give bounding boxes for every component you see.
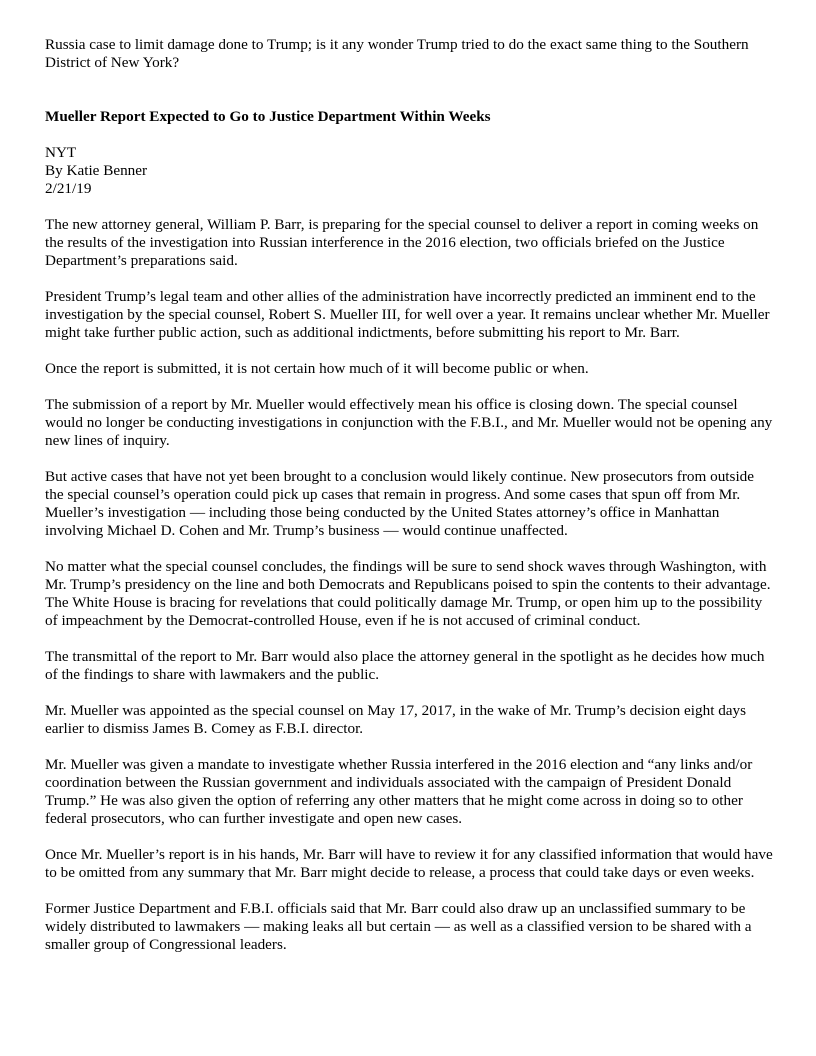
article-date: 2/21/19 [45,180,92,197]
article-paragraph: Once Mr. Mueller’s report is in his hands, Mr. Barr will have to review it for any classified information that would have to be omitted from any summary that Mr. Barr might decide to release, a process that could take days or even weeks. [45,846,773,881]
article-paragraph: Mr. Mueller was given a mandate to investigate whether Russia interfered in the 2016 election and “any links and/or coordination between the Russian government and individuals associated with the campaign of President Donald Trump.” He was also given the option of referring any other matters that he might come across in doing so to other federal prosecutors, who can further investigate and open new cases. [45,756,753,827]
article-paragraph: Mr. Mueller was appointed as the special counsel on May 17, 2017, in the wake of Mr. Trump’s decision eight days earlier to dismiss James B. Comey as F.B.I. director. [45,702,747,737]
article-paragraph: The transmittal of the report to Mr. Barr would also place the attorney general in the spotlight as he decides how much of the findings to share with lawmakers and the public. [45,648,765,683]
article-paragraph: The submission of a report by Mr. Mueller would effectively mean his office is closing down. The special counsel would no longer be conducting investigations in conjunction with the F.B.I., and Mr. Mueller would not be opening any new lines of inquiry. [45,396,773,449]
article-paragraph: But active cases that have not yet been brought to a conclusion would likely continue. New prosecutors from outside the special counsel’s operation could pick up cases that remain in progress. And some cases that spun off from Mr. Mueller’s investigation — including those being conducted by the United States attorney’s office in Manhattan involving Michael D. Cohen and Mr. Trump’s business — would continue unaffected. [45,468,754,539]
byline-block [45,144,775,198]
article-author: By Katie Benner [45,162,148,179]
article-paragraph: Former Justice Department and F.B.I. officials said that Mr. Barr could also draw up an unclassified summary to be widely distributed to lawmakers — making leaks all but certain — as well as a classified version to be shared with a smaller group of Congressional leaders. [45,900,752,953]
article-paragraph: No matter what the special counsel concludes, the findings will be sure to send shock waves through Washington, with Mr. Trump’s presidency on the line and both Democrats and Republicans poised to spin the contents to their advantage. The White House is bracing for revelations that could politically damage Mr. Trump, or open him up to the possibility of impeachment by the Democrat-controlled House, even if he is not accused of criminal conduct. [45,558,771,629]
article-paragraph: President Trump’s legal team and other allies of the administration have incorrectly predicted an imminent end to the investigation by the special counsel, Robert S. Mueller III, for well over a year. It remains unclear whether Mr. Mueller might take further public action, such as additional indictments, before submitting his report to Mr. Barr. [45,288,770,341]
article-paragraph: Once the report is submitted, it is not certain how much of it will become public or when. [45,360,589,377]
article-source: NYT [45,144,77,161]
document-page [45,36,775,972]
article-paragraph: The new attorney general, William P. Barr, is preparing for the special counsel to deliver a report in coming weeks on the results of the investigation into Russian interference in the 2016 election, two officials briefed on the Justice Department’s preparations said. [45,216,759,269]
intro-paragraph: Russia case to limit damage done to Trump; is it any wonder Trump tried to do the exact same thing to the Southern District of New York? [45,36,749,71]
article-headline: Mueller Report Expected to Go to Justice Department Within Weeks [45,108,491,125]
